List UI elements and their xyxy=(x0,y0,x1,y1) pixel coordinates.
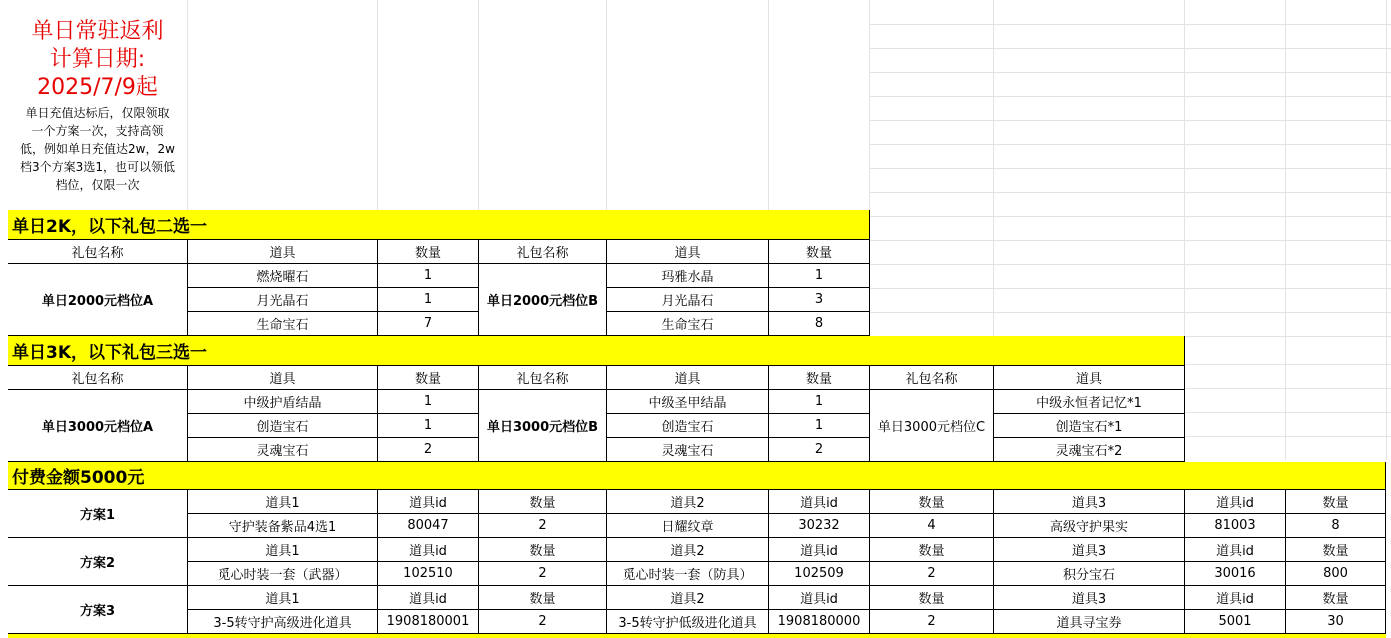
qty-cell: 2 xyxy=(769,438,870,462)
item-cell: 创造宝石*1 xyxy=(994,414,1185,438)
col-header: 礼包名称 xyxy=(870,366,994,390)
qty-cell: 2 xyxy=(479,610,607,634)
col-header: 数量 xyxy=(1286,490,1386,514)
col-header: 数量 xyxy=(870,586,994,610)
plan-name: 方案3 xyxy=(8,586,188,634)
item-cell: 高级守护果实 xyxy=(994,514,1185,538)
col-header: 道具id xyxy=(1185,538,1286,562)
item-cell: 生命宝石 xyxy=(607,312,769,336)
item-cell: 守护装备紫品4选1 xyxy=(188,514,378,538)
item-id-cell: 30016 xyxy=(1185,562,1286,586)
page-title: 单日常驻返利 xyxy=(31,19,164,44)
col-header: 道具id xyxy=(769,538,870,562)
col-header: 道具 xyxy=(188,240,378,264)
col-header: 道具id xyxy=(769,586,870,610)
col-header: 数量 xyxy=(769,366,870,390)
plan-name: 方案1 xyxy=(8,490,188,538)
col-header: 礼包名称 xyxy=(479,366,607,390)
col-header: 道具id xyxy=(1185,586,1286,610)
item-cell: 创造宝石 xyxy=(188,414,378,438)
qty-cell: 30 xyxy=(1286,610,1386,634)
note-line: 一个方案一次，支持高领 xyxy=(31,124,164,138)
section-2k-title: 单日2K，以下礼包二选一 xyxy=(8,210,870,240)
col-header: 数量 xyxy=(769,240,870,264)
col-header: 道具3 xyxy=(994,538,1185,562)
item-id-cell: 1908180001 xyxy=(378,610,479,634)
qty-cell: 1 xyxy=(769,390,870,414)
item-cell: 积分宝石 xyxy=(994,562,1185,586)
col-header: 数量 xyxy=(1286,538,1386,562)
item-id-cell: 102510 xyxy=(378,562,479,586)
item-id-cell: 5001 xyxy=(1185,610,1286,634)
rules-note xyxy=(8,104,187,194)
next-band-edge xyxy=(8,634,1386,638)
pack-name: 单日3000元档位C xyxy=(870,390,994,462)
section-5000-title: 付费金额5000元 xyxy=(8,462,1386,490)
date-label: 计算日期: xyxy=(49,47,146,72)
qty-cell: 7 xyxy=(378,312,479,336)
qty-cell: 8 xyxy=(769,312,870,336)
item-cell: 月光晶石 xyxy=(607,288,769,312)
item-id-cell: 102509 xyxy=(769,562,870,586)
qty-cell: 2 xyxy=(870,610,994,634)
col-header: 道具id xyxy=(378,490,479,514)
qty-cell: 1 xyxy=(378,288,479,312)
header-block xyxy=(8,8,187,208)
qty-cell: 1 xyxy=(769,264,870,288)
qty-cell: 2 xyxy=(378,438,479,462)
item-cell: 中级永恒者记忆*1 xyxy=(994,390,1185,414)
date-value: 2025/7/9起 xyxy=(37,75,158,100)
item-cell: 灵魂宝石 xyxy=(607,438,769,462)
col-header: 道具id xyxy=(378,538,479,562)
item-cell: 觅心时装一套（防具） xyxy=(607,562,769,586)
qty-cell: 8 xyxy=(1286,514,1386,538)
note-line: 档3个方案3选1，也可以领低 xyxy=(20,160,175,174)
item-id-cell: 81003 xyxy=(1185,514,1286,538)
col-header: 礼包名称 xyxy=(479,240,607,264)
plan-name: 方案2 xyxy=(8,538,188,586)
pack-name: 单日3000元档位B xyxy=(479,390,607,462)
item-cell: 月光晶石 xyxy=(188,288,378,312)
qty-cell: 800 xyxy=(1286,562,1386,586)
col-header: 礼包名称 xyxy=(8,366,188,390)
col-header: 道具2 xyxy=(607,490,769,514)
qty-cell: 1 xyxy=(769,414,870,438)
col-header: 数量 xyxy=(378,240,479,264)
col-header: 数量 xyxy=(870,538,994,562)
item-id-cell: 30232 xyxy=(769,514,870,538)
item-cell: 3-5转守护低级进化道具 xyxy=(607,610,769,634)
item-cell: 3-5转守护高级进化道具 xyxy=(188,610,378,634)
qty-cell: 1 xyxy=(378,390,479,414)
section-3k-title: 单日3K，以下礼包三选一 xyxy=(8,336,1185,366)
qty-cell: 3 xyxy=(769,288,870,312)
note-line: 档位，仅限一次 xyxy=(55,178,140,192)
qty-cell: 1 xyxy=(378,414,479,438)
item-id-cell: 80047 xyxy=(378,514,479,538)
item-cell: 灵魂宝石 xyxy=(188,438,378,462)
col-header: 道具 xyxy=(607,240,769,264)
col-header: 道具 xyxy=(188,366,378,390)
col-header: 道具2 xyxy=(607,538,769,562)
col-header: 道具3 xyxy=(994,490,1185,514)
qty-cell: 2 xyxy=(479,562,607,586)
pack-name: 单日3000元档位A xyxy=(8,390,188,462)
col-header: 道具1 xyxy=(188,538,378,562)
item-cell: 中级圣甲结晶 xyxy=(607,390,769,414)
item-cell: 觅心时装一套（武器） xyxy=(188,562,378,586)
item-id-cell: 1908180000 xyxy=(769,610,870,634)
pack-name: 单日2000元档位B xyxy=(479,264,607,336)
note-line: 单日充值达标后，仅限领取 xyxy=(25,106,170,120)
col-header: 数量 xyxy=(1286,586,1386,610)
item-cell: 中级护盾结晶 xyxy=(188,390,378,414)
item-cell: 生命宝石 xyxy=(188,312,378,336)
col-header: 数量 xyxy=(378,366,479,390)
qty-cell: 2 xyxy=(479,514,607,538)
item-cell: 道具寻宝券 xyxy=(994,610,1185,634)
col-header: 数量 xyxy=(479,586,607,610)
col-header: 数量 xyxy=(479,538,607,562)
qty-cell: 1 xyxy=(378,264,479,288)
col-header: 道具1 xyxy=(188,586,378,610)
col-header: 数量 xyxy=(870,490,994,514)
item-cell: 日耀纹章 xyxy=(607,514,769,538)
col-header: 道具 xyxy=(607,366,769,390)
qty-cell: 4 xyxy=(870,514,994,538)
pack-name: 单日2000元档位A xyxy=(8,264,188,336)
item-cell: 创造宝石 xyxy=(607,414,769,438)
qty-cell: 2 xyxy=(870,562,994,586)
item-cell: 玛雅水晶 xyxy=(607,264,769,288)
col-header: 道具3 xyxy=(994,586,1185,610)
item-cell: 灵魂宝石*2 xyxy=(994,438,1185,462)
col-header: 道具 xyxy=(994,366,1185,390)
col-header: 道具id xyxy=(378,586,479,610)
col-header: 道具id xyxy=(769,490,870,514)
col-header: 数量 xyxy=(479,490,607,514)
col-header: 道具id xyxy=(1185,490,1286,514)
col-header: 道具2 xyxy=(607,586,769,610)
item-cell: 燃烧曜石 xyxy=(188,264,378,288)
note-line: 低，例如单日充值达2w，2w xyxy=(20,142,175,156)
col-header: 道具1 xyxy=(188,490,378,514)
col-header: 礼包名称 xyxy=(8,240,188,264)
